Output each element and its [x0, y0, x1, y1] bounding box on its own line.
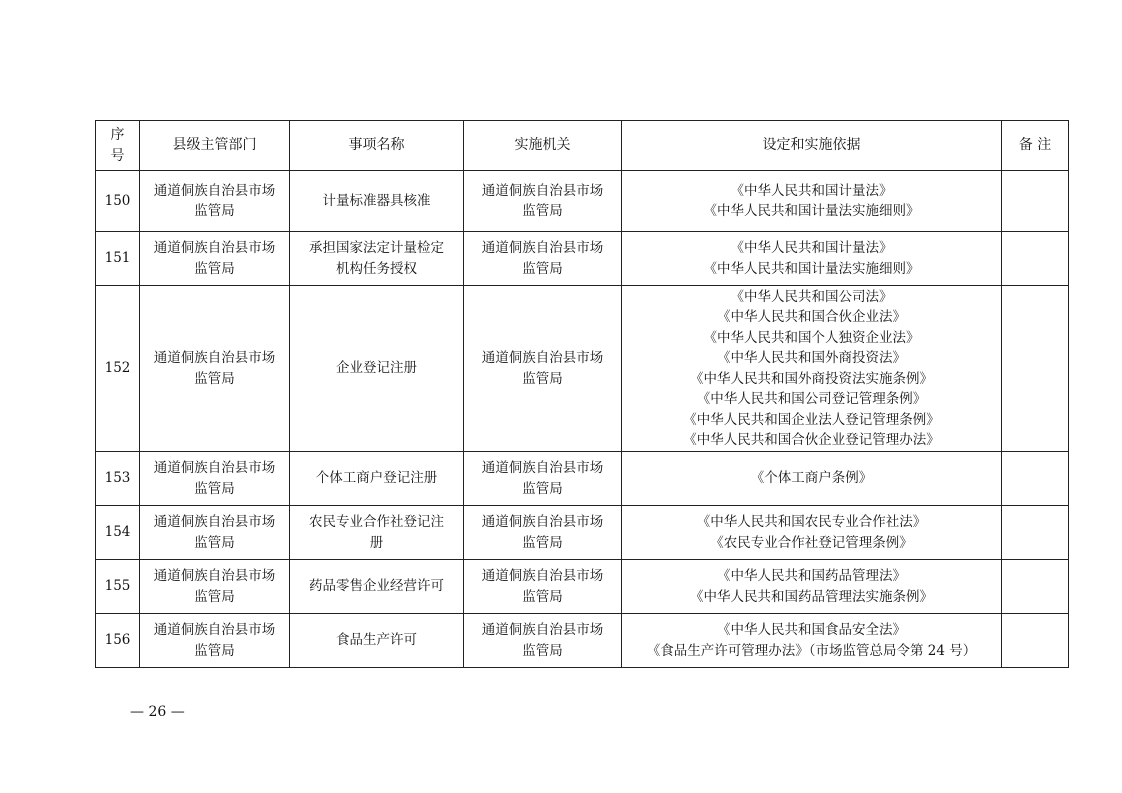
agency-cell [464, 560, 622, 614]
item-name-cell-line: 计量标准器具核准 [322, 192, 431, 209]
item-name-cell-line: 企业登记注册 [336, 360, 417, 377]
header-row [96, 121, 1069, 171]
row-number: 150 [96, 171, 140, 232]
agency-cell [464, 506, 622, 560]
basis-cell-line: 《个体工商户条例》 [750, 470, 873, 487]
row-number: 156 [96, 614, 140, 668]
dept-cell-line: 监管局 [194, 642, 235, 659]
agency-cell-line: 监管局 [522, 534, 563, 551]
item-name-cell [290, 232, 464, 286]
basis-cell-line: 《中华人民共和国计量法》 [730, 182, 893, 199]
table-row [96, 452, 1069, 506]
dept-cell [140, 614, 290, 668]
items-table [95, 120, 1069, 668]
agency-cell-line: 通道侗族自治县市场 [481, 568, 604, 584]
basis-cell-line: 《中华人民共和国个人独资企业法》 [703, 329, 920, 346]
agency-cell [464, 171, 622, 232]
remarks-cell [1002, 171, 1069, 232]
agency-cell [464, 232, 622, 286]
item-name-cell [290, 171, 464, 232]
table-row [96, 171, 1069, 232]
basis-cell-line: 《农民专业合作社登记管理条例》 [710, 534, 913, 551]
dept-cell-line: 通道侗族自治县市场 [153, 240, 276, 256]
header-dept: 县级主管部门 [140, 121, 290, 171]
basis-cell-line: 《中华人民共和国计量法实施细则》 [703, 203, 920, 219]
item-name-cell-line: 个体工商户登记注册 [315, 470, 438, 487]
agency-cell-line: 监管局 [522, 260, 563, 277]
table-row [96, 232, 1069, 286]
agency-cell [464, 286, 622, 452]
remarks-cell [1002, 506, 1069, 560]
dept-cell-line: 通道侗族自治县市场 [153, 514, 276, 530]
basis-cell-line: 《食品生产许可管理办法》（市场监管总局令第 24 号） [646, 642, 977, 659]
remarks-cell [1002, 452, 1069, 506]
row-number: 152 [96, 286, 140, 452]
dept-cell-line: 监管局 [194, 260, 235, 277]
dept-cell-line: 通道侗族自治县市场 [153, 460, 276, 476]
dept-cell-line: 监管局 [194, 370, 235, 387]
agency-cell-line: 通道侗族自治县市场 [481, 622, 604, 638]
agency-cell-line: 通道侗族自治县市场 [481, 350, 604, 366]
dept-cell-line: 通道侗族自治县市场 [153, 350, 276, 366]
remarks-cell [1002, 614, 1069, 668]
agency-cell-line: 监管局 [522, 203, 563, 219]
agency-cell-line: 监管局 [522, 480, 563, 497]
basis-cell-line: 《中华人民共和国外商投资法实施条例》 [690, 370, 933, 387]
item-name-cell-line: 药品零售企业经营许可 [309, 578, 444, 595]
item-name-cell [290, 506, 464, 560]
row-number: 154 [96, 506, 140, 560]
dept-cell-line: 通道侗族自治县市场 [153, 182, 276, 199]
agency-cell-line: 通道侗族自治县市场 [481, 240, 604, 256]
agency-cell [464, 452, 622, 506]
agency-cell-line: 通道侗族自治县市场 [481, 460, 604, 476]
basis-cell [622, 171, 1002, 232]
page-number: — 26 — [130, 704, 185, 720]
basis-cell [622, 560, 1002, 614]
basis-cell-line: 《中华人民共和国公司法》 [730, 288, 893, 305]
basis-cell-line: 《中华人民共和国农民专业合作社法》 [696, 514, 927, 530]
dept-cell-line: 监管局 [194, 480, 235, 497]
basis-cell-line: 《中华人民共和国外商投资法》 [717, 350, 906, 366]
basis-cell-line: 《中华人民共和国合伙企业登记管理办法》 [683, 432, 940, 448]
agency-cell-line: 监管局 [522, 642, 563, 659]
table-row [96, 506, 1069, 560]
row-number: 153 [96, 452, 140, 506]
dept-cell [140, 232, 290, 286]
basis-cell [622, 506, 1002, 560]
header-seq: 序 号 [96, 121, 140, 171]
basis-cell-line: 《中华人民共和国公司登记管理条例》 [696, 391, 927, 407]
agency-cell [464, 614, 622, 668]
dept-cell-line: 通道侗族自治县市场 [153, 622, 276, 638]
dept-cell [140, 286, 290, 452]
item-name-cell [290, 560, 464, 614]
basis-cell-line: 《中华人民共和国药品管理法》 [717, 568, 906, 584]
table-row [96, 560, 1069, 614]
remarks-cell [1002, 232, 1069, 286]
agency-cell-line: 监管局 [522, 588, 563, 605]
basis-cell-line: 《中华人民共和国计量法实施细则》 [703, 260, 920, 277]
header-remarks: 备 注 [1002, 121, 1069, 171]
dept-cell [140, 171, 290, 232]
item-name-cell-line: 机构任务授权 [336, 260, 417, 277]
row-number: 155 [96, 560, 140, 614]
row-number: 151 [96, 232, 140, 286]
basis-cell-line: 《中华人民共和国药品管理法实施条例》 [690, 588, 933, 605]
basis-cell [622, 614, 1002, 668]
item-name-cell-line: 食品生产许可 [336, 632, 417, 649]
agency-cell-line: 监管局 [522, 370, 563, 387]
dept-cell-line: 监管局 [194, 588, 235, 605]
basis-cell-line: 《中华人民共和国计量法》 [730, 240, 893, 256]
basis-cell-line: 《中华人民共和国合伙企业法》 [717, 309, 906, 325]
dept-cell [140, 452, 290, 506]
remarks-cell [1002, 286, 1069, 452]
item-name-cell-line: 册 [369, 534, 384, 551]
basis-cell [622, 286, 1002, 452]
dept-cell-line: 监管局 [194, 534, 235, 551]
remarks-cell [1002, 560, 1069, 614]
dept-cell [140, 506, 290, 560]
item-name-cell-line: 承担国家法定计量检定 [309, 240, 444, 256]
item-name-cell [290, 286, 464, 452]
item-name-cell-line: 农民专业合作社登记注 [309, 514, 444, 530]
table-row [96, 286, 1069, 452]
dept-cell-line: 通道侗族自治县市场 [153, 568, 276, 584]
item-name-cell [290, 614, 464, 668]
agency-cell-line: 通道侗族自治县市场 [481, 182, 604, 199]
basis-cell [622, 452, 1002, 506]
table-row [96, 614, 1069, 668]
header-item: 事项名称 [290, 121, 464, 171]
header-agency: 实施机关 [464, 121, 622, 171]
basis-cell-line: 《中华人民共和国企业法人登记管理条例》 [683, 411, 940, 428]
basis-cell-line: 《中华人民共和国食品安全法》 [717, 622, 906, 638]
basis-cell [622, 232, 1002, 286]
agency-cell-line: 通道侗族自治县市场 [481, 514, 604, 530]
dept-cell [140, 560, 290, 614]
header-basis: 设定和实施依据 [622, 121, 1002, 171]
dept-cell-line: 监管局 [194, 203, 235, 219]
item-name-cell [290, 452, 464, 506]
